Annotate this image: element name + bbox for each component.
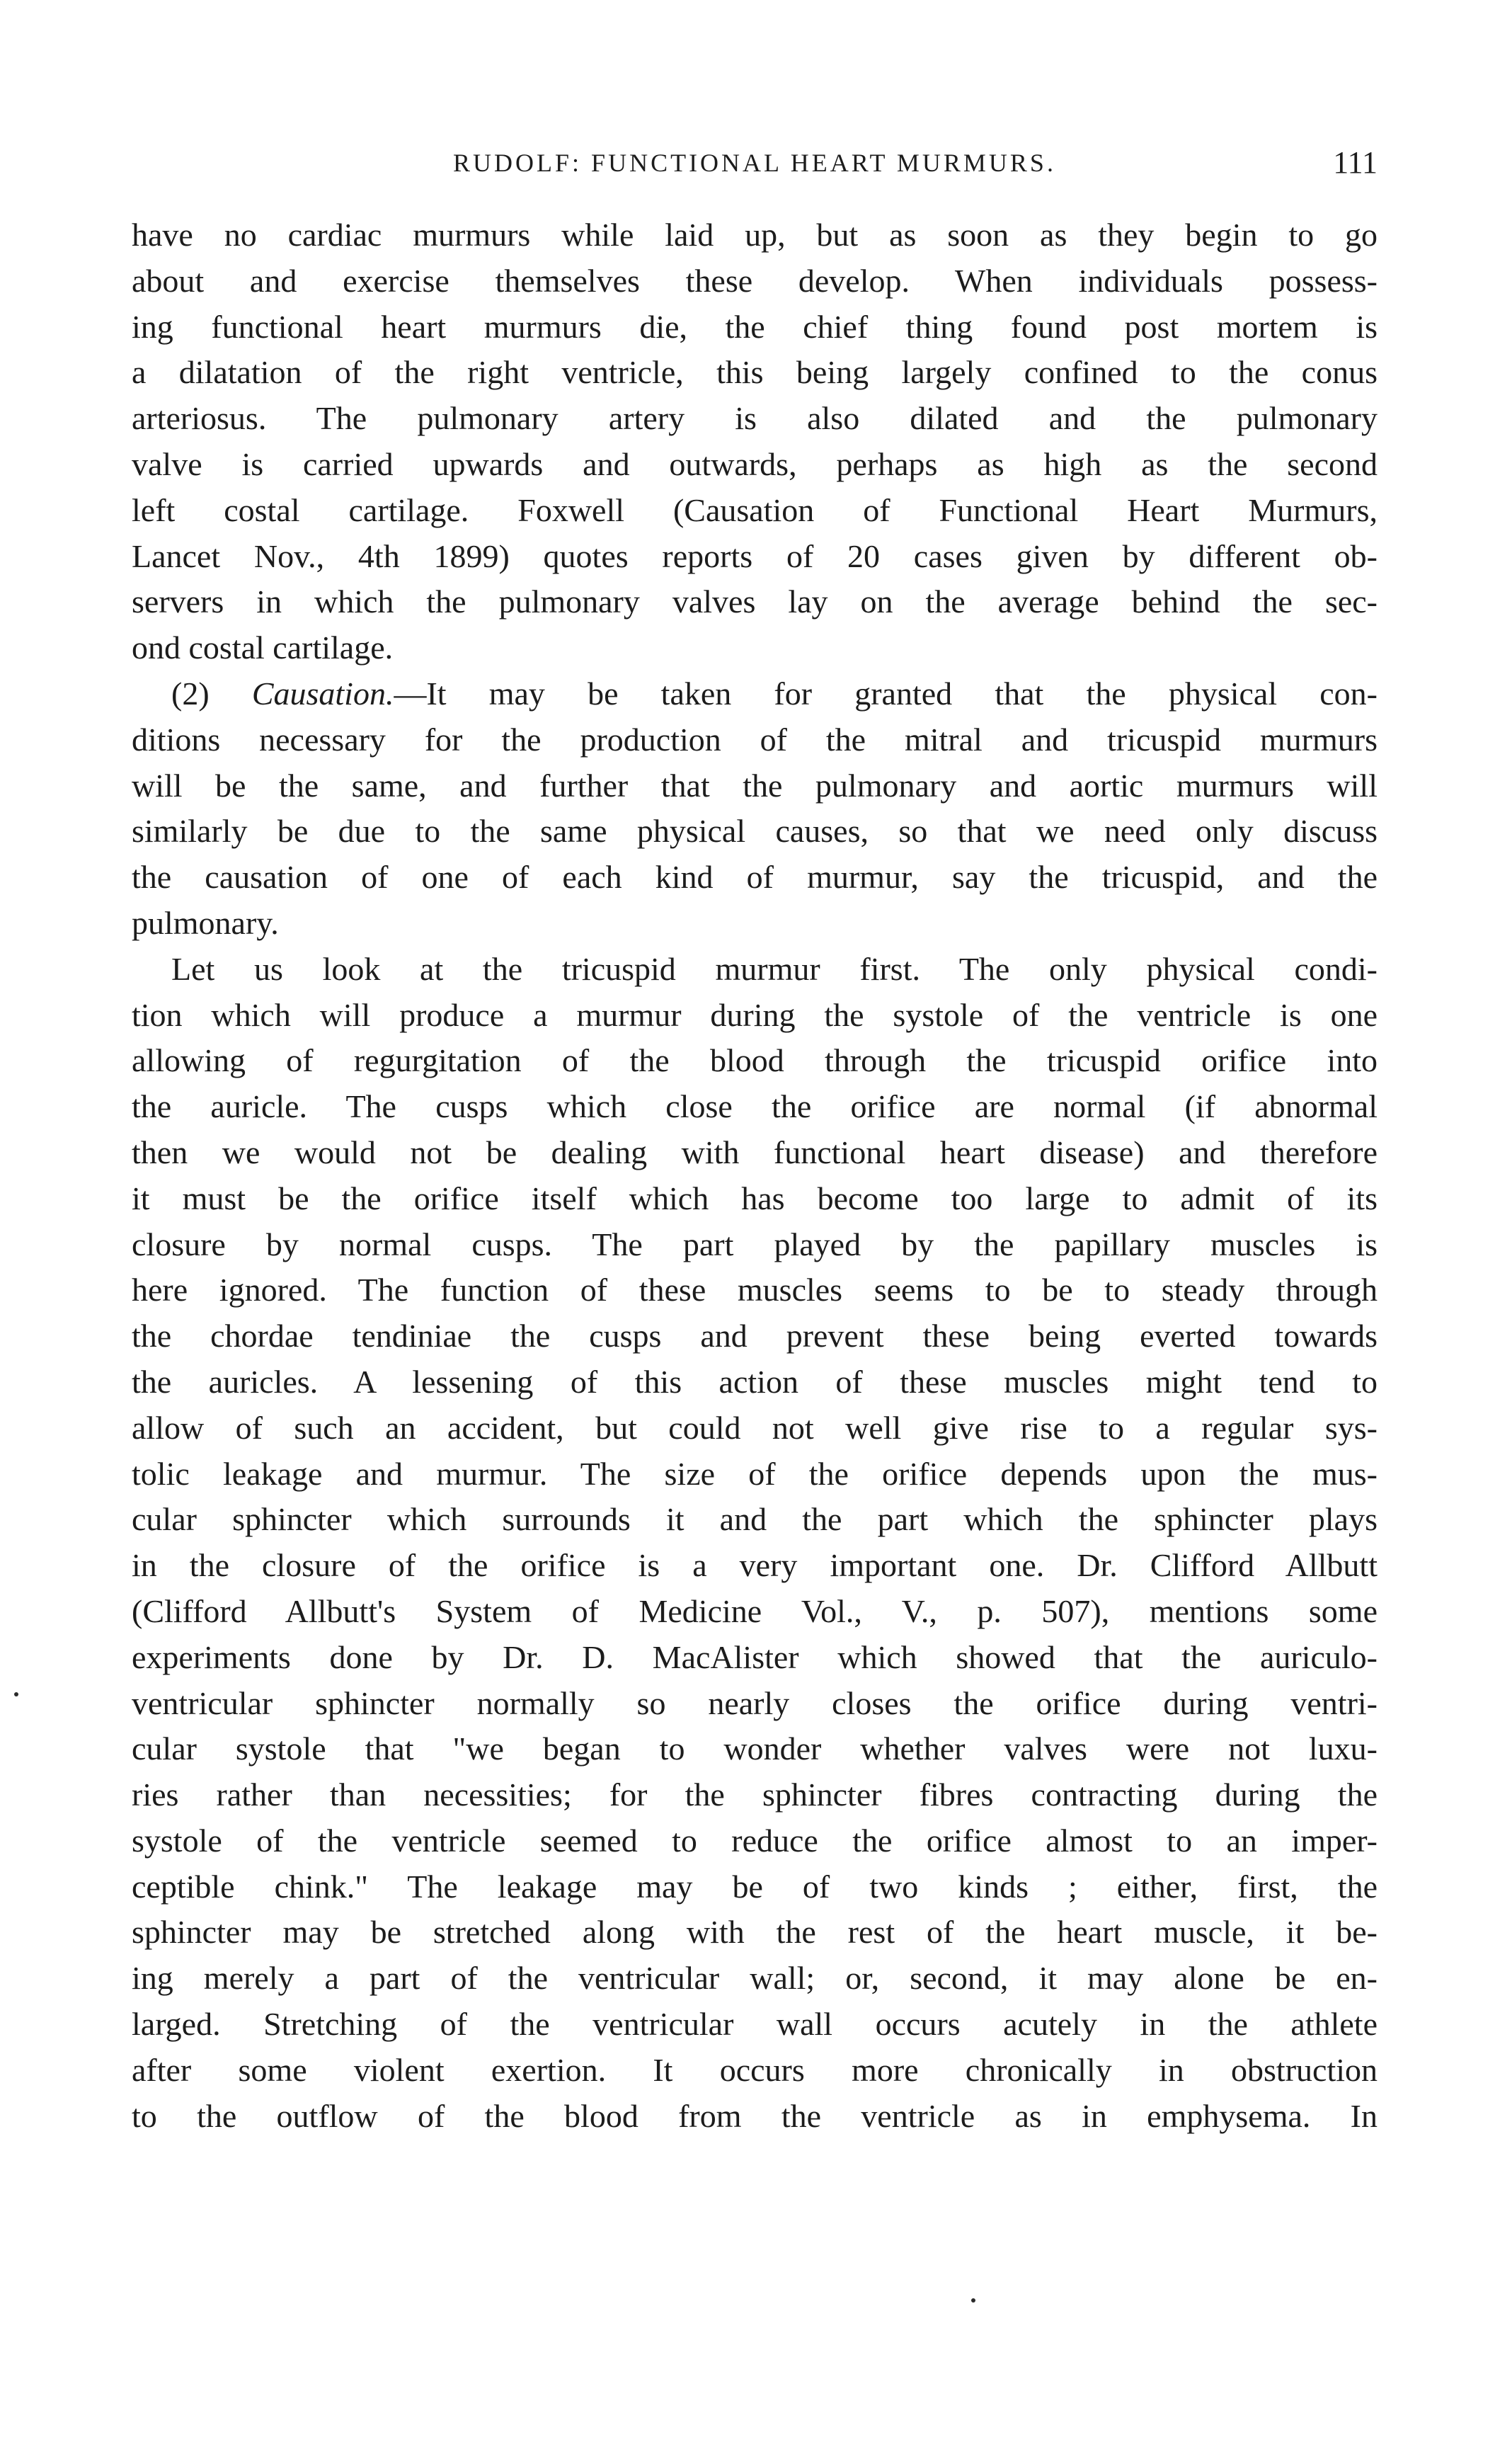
text-line: larged. Stretching of the ventricular wall occurs acutely in the athlete [132,2006,1378,2043]
text-line: arteriosus. The pulmonary artery is also dilated and the pulmonary [132,400,1378,437]
speck-mark [14,1692,18,1696]
text-line: tolic leakage and murmur. The size of the orifice depends upon the mus- [132,1455,1378,1492]
text-line: similarly be due to the same physical causes, so that we need only discuss [132,813,1378,850]
section-first-line-text: —It may be taken for granted that the physical con- [394,675,1378,712]
page-number: 111 [1333,145,1378,180]
text-line: ditions necessary for the production of the mitral and tricuspid murmurs [132,721,1378,758]
text-line: to the outflow of the blood from the ventricle as in emphysema. In [132,2097,1378,2134]
text-line: here ignored. The function of these muscles seems to be to steady through [132,1272,1378,1308]
text-line: servers in which the pulmonary valves lay on the average behind the sec- [132,583,1378,620]
text-line: the causation of one of each kind of murmur, say the tricuspid, and the [132,859,1378,896]
section-first-line [132,671,1378,717]
text-line: have no cardiac murmurs while laid up, but as soon as they begin to go [132,217,1378,253]
text-line: systole of the ventricle seemed to reduce the orifice almost to an imper- [132,1822,1378,1859]
section-title: Causation. [251,675,394,712]
text-line: the auricle. The cusps which close the orifice are normal (if abnormal [132,1088,1378,1125]
text-line: sphincter may be stretched along with the rest of the heart muscle, it be- [132,1914,1378,1951]
text-line: tion which will produce a murmur during the systole of the ventricle is one [132,996,1378,1033]
text-line: allow of such an accident, but could not well give rise to a regular sys- [132,1409,1378,1446]
text-line: valve is carried upwards and outwards, perhaps as high as the second [132,445,1378,482]
text-line: ing functional heart murmurs die, the chief thing found post mortem is [132,308,1378,345]
text-line: left costal cartilage. Foxwell (Causation of Functional Heart Murmurs, [132,491,1378,528]
text-line: it must be the orifice itself which has become too large to admit of its [132,1180,1378,1216]
text-line: will be the same, and further that the pulmonary and aortic murmurs will [132,767,1378,804]
text-line: Lancet Nov., 4th 1899) quotes reports of 20 cases given by different ob- [132,537,1378,574]
body-text [132,212,1378,2139]
text-line: ond costal cartilage. [132,629,394,666]
text-line: ries rather than necessities; for the sphincter fibres contracting during the [132,1776,1378,1813]
text-line: the chordae tendiniae the cusps and prevent these being everted towards [132,1318,1378,1354]
text-line: cular systole that "we began to wonder whether valves were not luxu- [132,1730,1378,1767]
text-line: the auricles. A lessening of this action of these muscles might tend to [132,1363,1378,1400]
text-line: in the closure of the orifice is a very important one. Dr. Clifford Allbutt [132,1547,1378,1584]
text-line: then we would not be dealing with functional heart disease) and therefore [132,1134,1378,1170]
text-line: (Clifford Allbutt's System of Medicine Vol., V., p. 507), mentions some [132,1592,1378,1629]
text-line: Let us look at the tricuspid murmur first. The only physical condi- [171,950,1378,987]
running-title: RUDOLF: FUNCTIONAL HEART MURMURS. [453,149,1056,177]
text-line: allowing of regurgitation of the blood through the tricuspid orifice into [132,1042,1378,1079]
text-line: ceptible chink." The leakage may be of two kinds ; either, first, the [132,1868,1378,1905]
text-line: about and exercise themselves these develop. When individuals possess- [132,262,1378,299]
section-number: (2) [171,675,210,712]
text-line: pulmonary. [132,904,279,941]
text-line: ventricular sphincter normally so nearly closes the orifice during ventri- [132,1684,1378,1721]
text-line: after some violent exertion. It occurs more chronically in obstruction [132,2051,1378,2088]
running-head [132,135,1378,191]
speck-mark [971,2298,975,2303]
text-line: cular sphincter which surrounds it and the part which the sphincter plays [132,1501,1378,1538]
text-line: ing merely a part of the ventricular wall; or, second, it may alone be en- [132,1960,1378,1997]
text-line: experiments done by Dr. D. MacAlister which showed that the auriculo- [132,1638,1378,1675]
text-line: closure by normal cusps. The part played by the papillary muscles is [132,1226,1378,1262]
text-line: a dilatation of the right ventricle, this being largely confined to the conus [132,354,1378,391]
